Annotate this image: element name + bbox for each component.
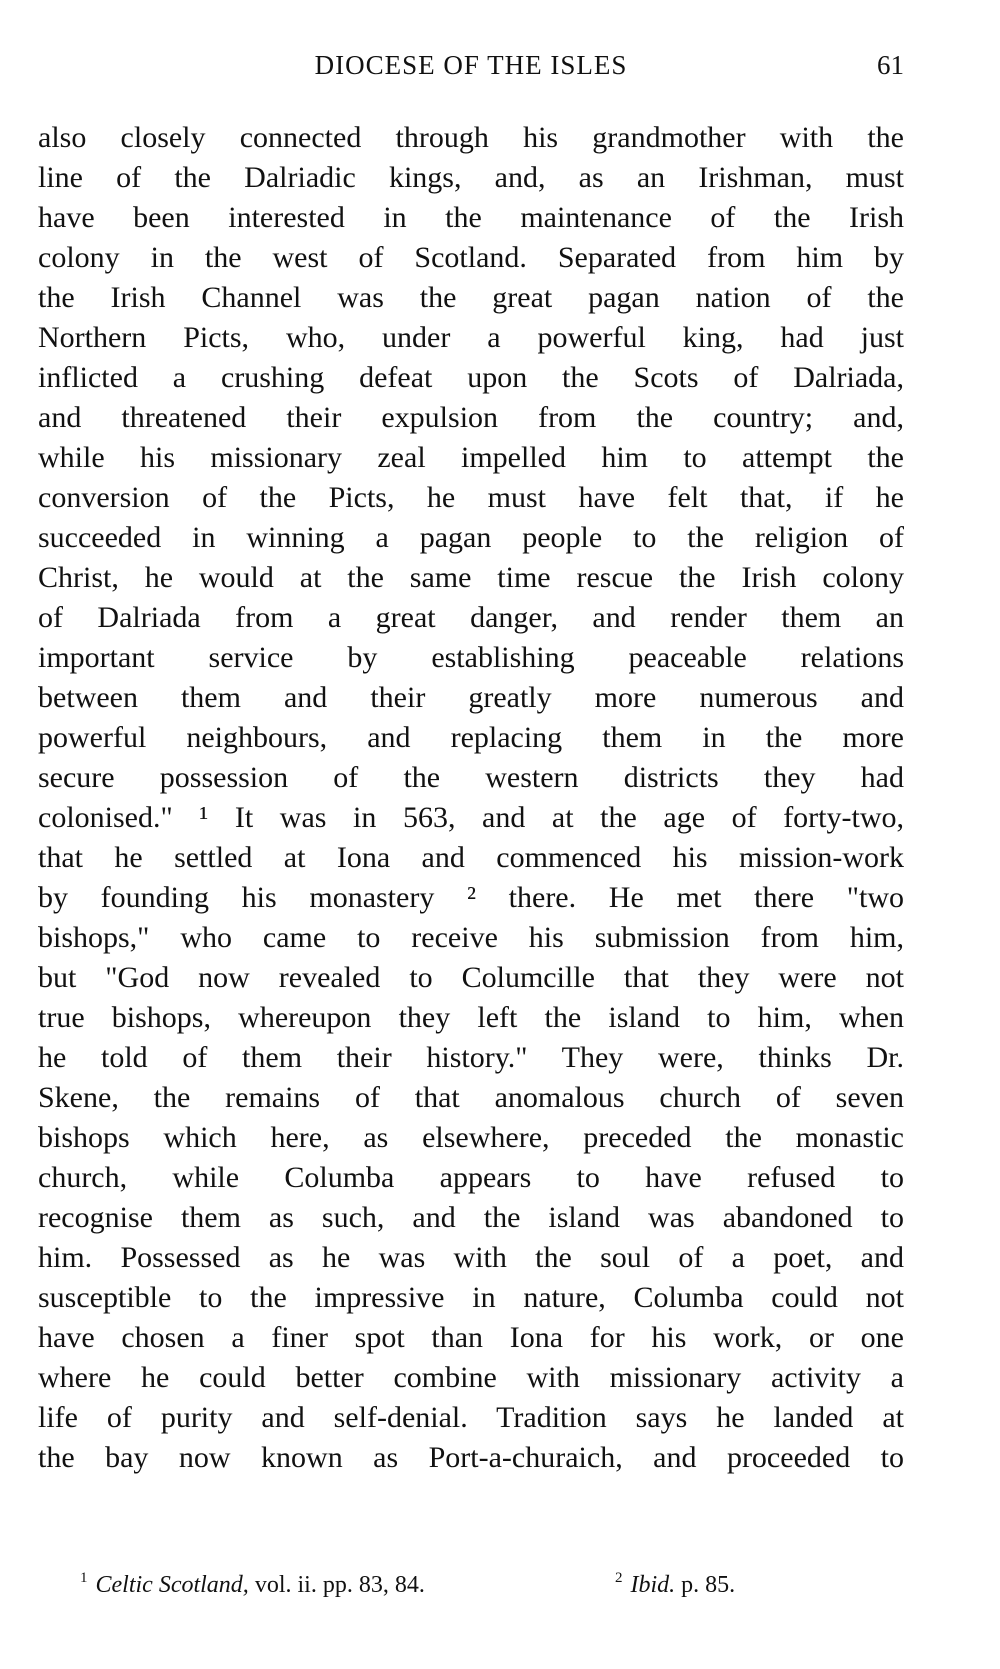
text-line: but "God now revealed to Columcille that they were not — [38, 961, 904, 994]
text-line: the bay now known as Port-a-churaich, and proceeded to — [38, 1441, 904, 1474]
text-line: Christ, he would at the same time rescue the Irish colony — [38, 561, 904, 594]
text-line: true bishops, whereupon they left the island to him, when — [38, 1001, 904, 1034]
text-line: of Dalriada from a great danger, and render them an — [38, 601, 904, 634]
text-line: and threatened their expulsion from the country; and, — [38, 401, 904, 434]
text-line: by founding his monastery ² there. He met there "two — [38, 881, 904, 914]
text-line: inflicted a crushing defeat upon the Scots of Dalriada, — [38, 361, 904, 394]
text-line: also closely connected through his grandmother with the — [38, 121, 904, 154]
footnote-source-detail: vol. ii. pp. 83, 84. — [248, 1572, 425, 1598]
footnote-source-detail: p. 85. — [675, 1572, 736, 1598]
footnote-marker: 2 — [615, 1570, 623, 1586]
text-line: colonised." ¹ It was in 563, and at the age of forty-two, — [38, 801, 904, 834]
text-line: life of purity and self-denial. Tradition says he landed at — [38, 1401, 904, 1434]
text-line: line of the Dalriadic kings, and, as an Irishman, must — [38, 161, 904, 194]
text-line: him. Possessed as he was with the soul of a poet, and — [38, 1241, 904, 1274]
text-line: important service by establishing peaceable relations — [38, 641, 904, 674]
text-line: colony in the west of Scotland. Separated from him by — [38, 241, 904, 274]
footnote-marker: 1 — [80, 1570, 88, 1586]
footnote-1 — [80, 1572, 425, 1599]
text-line: where he could better combine with missionary activity a — [38, 1361, 904, 1394]
footnote-source-title: Celtic Scotland, — [95, 1572, 249, 1598]
text-line: he told of them their history." They were, thinks Dr. — [38, 1041, 904, 1074]
text-line: susceptible to the impressive in nature, Columba could not — [38, 1281, 904, 1314]
text-line: the Irish Channel was the great pagan nation of the — [38, 281, 904, 314]
text-line: recognise them as such, and the island was abandoned to — [38, 1201, 904, 1234]
footnote-2 — [615, 1572, 735, 1599]
footnotes — [80, 1572, 904, 1612]
body-text — [38, 118, 904, 1478]
text-line: while his missionary zeal impelled him to attempt the — [38, 441, 904, 474]
text-line: that he settled at Iona and commenced his mission-work — [38, 841, 904, 874]
text-line: succeeded in winning a pagan people to the religion of — [38, 521, 904, 554]
text-line: Skene, the remains of that anomalous church of seven — [38, 1081, 904, 1114]
text-line: bishops," who came to receive his submission from him, — [38, 921, 904, 954]
page-number: 61 — [877, 50, 904, 80]
text-line: conversion of the Picts, he must have felt that, if he — [38, 481, 904, 514]
text-line: bishops which here, as elsewhere, preceded the monastic — [38, 1121, 904, 1154]
text-line: Northern Picts, who, under a powerful king, had just — [38, 321, 904, 354]
running-title: DIOCESE OF THE ISLES — [314, 50, 628, 80]
footnote-source-title: Ibid. — [630, 1572, 676, 1598]
text-line: church, while Columba appears to have refused to — [38, 1161, 904, 1194]
text-line: secure possession of the western districts they had — [38, 761, 904, 794]
text-line: have been interested in the maintenance of the Irish — [38, 201, 904, 234]
text-line: powerful neighbours, and replacing them in the more — [38, 721, 904, 754]
text-line: have chosen a finer spot than Iona for his work, or one — [38, 1321, 904, 1354]
running-head — [38, 44, 904, 84]
text-line: between them and their greatly more numerous and — [38, 681, 904, 714]
